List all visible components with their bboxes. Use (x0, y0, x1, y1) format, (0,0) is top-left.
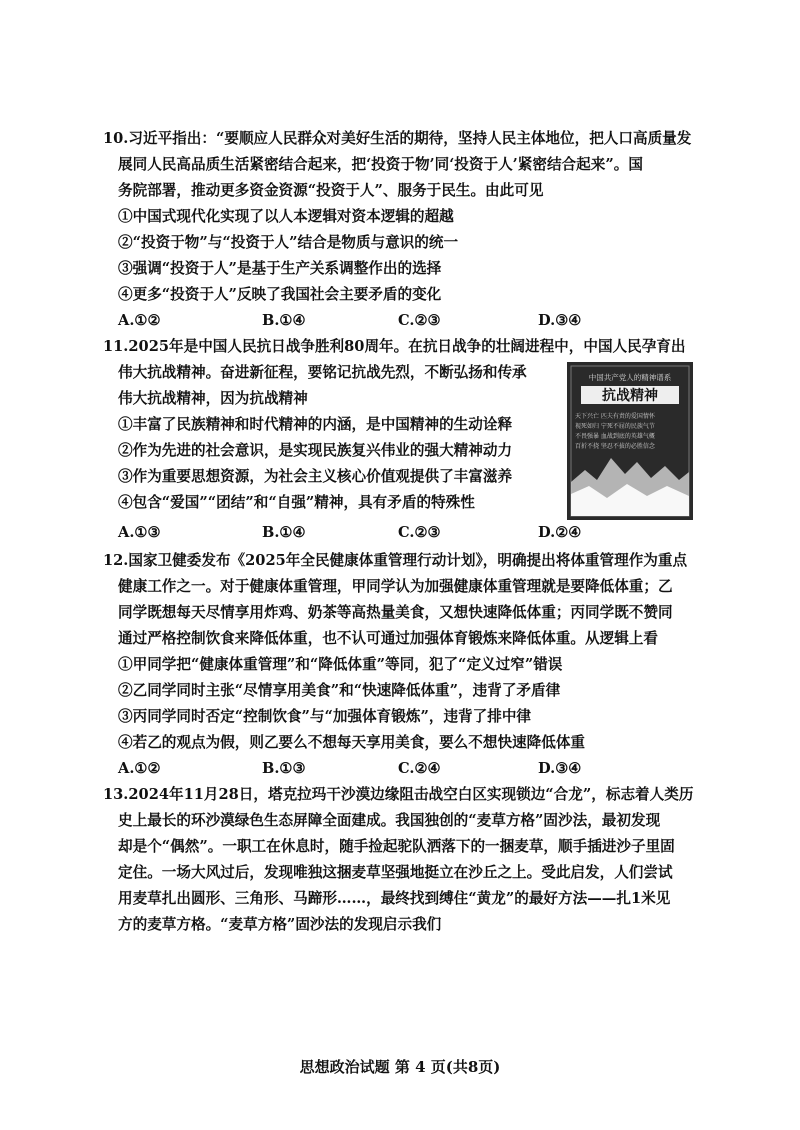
q13-line-5: 用麦草扎出圆形、三角形、马蹄形……，最终找到缚住“黄龙”的最好方法——扎1米见 (118, 890, 671, 907)
q12-statement-3: ③丙同学同时否定“控制饮食”与“加强体育锻炼”，违背了排中律 (118, 708, 532, 725)
q10-option-d[interactable]: D.③④ (538, 312, 582, 329)
q10-line-1: 10.习近平指出：“要顺应人民群众对美好生活的期待，坚持人民主体地位，把人口高质量发 (103, 130, 692, 147)
q13-line-2: 史上最长的环沙漠绿色生态屏障全面建成。我国独创的“麦草方格”固沙法，最初发现 (118, 812, 661, 829)
q12-option-c[interactable]: C.②④ (398, 760, 441, 777)
q12-line-2: 健康工作之一。对于健康体重管理，甲同学认为加强健康体重管理就是要降低体重；乙 (118, 578, 673, 595)
book-verse-1: 天下兴亡 匹夫有责的爱国情怀 (575, 413, 655, 420)
book-cover-image (567, 362, 693, 520)
q12-line-3: 同学既想每天尽情享用炸鸡、奶茶等高热量美食，又想快速降低体重；丙同学既不赞同 (118, 604, 673, 621)
q10-line-2: 展同人民高品质生活紧密结合起来，把‘投资于物’同‘投资于人’紧密结合起来”。国 (118, 156, 643, 173)
book-verse-2: 视死如归 宁死不屈的民族气节 (575, 423, 655, 430)
book-verse-4: 百折不挠 坚忍不拔的必胜信念 (575, 443, 655, 450)
q12-option-b[interactable]: B.①③ (262, 760, 306, 777)
q11-line-1: 11.2025年是中国人民抗日战争胜利80周年。在抗日战争的壮阔进程中，中国人民孕育出 (103, 338, 686, 355)
q10-statement-3: ③强调“投资于人”是基于生产关系调整作出的选择 (118, 260, 442, 277)
q10-option-a[interactable]: A.①② (118, 312, 161, 329)
q12-statement-4: ④若乙的观点为假，则乙要么不想每天享用美食，要么不想快速降低体重 (118, 734, 586, 751)
q10-statement-2: ②“投资于物”与“投资于人”结合是物质与意识的统一 (118, 234, 459, 251)
q10-statement-4: ④更多“投资于人”反映了我国社会主要矛盾的变化 (118, 286, 442, 303)
q11-option-b[interactable]: B.①④ (262, 524, 306, 541)
q12-line-1: 12.国家卫健委发布《2025年全民健康体重管理行动计划》，明确提出将体重管理作为重点 (103, 552, 688, 569)
page-footer: 思想政治试题 第 4 页(共8页) (299, 1058, 501, 1076)
q11-line-3: 伟大抗战精神，因为抗战精神 (118, 390, 308, 407)
q10-line-3: 务院部署，推动更多资金资源“投资于人”、服务于民生。由此可见 (118, 182, 544, 199)
q13-line-4: 定住。一场大风过后，发现唯独这捆麦草坚强地挺立在沙丘之上。受此启发，人们尝试 (118, 864, 673, 881)
q13-line-6: 方的麦草方格。“麦草方格”固沙法的发现启示我们 (118, 916, 442, 933)
q11-option-c[interactable]: C.②③ (398, 524, 441, 541)
q12-option-d[interactable]: D.③④ (538, 760, 582, 777)
q10-option-b[interactable]: B.①④ (262, 312, 306, 329)
q12-statement-1: ①甲同学把“健康体重管理”和“降低体重”等同，犯了“定义过窄”错误 (118, 656, 563, 673)
q11-statement-2: ②作为先进的社会意识，是实现民族复兴伟业的强大精神动力 (118, 442, 513, 459)
q11-statement-1: ①丰富了民族精神和时代精神的内涵，是中国精神的生动诠释 (118, 416, 513, 433)
q12-line-4: 通过严格控制饮食来降低体重，也不认可通过加强体育锻炼来降低体重。从逻辑上看 (118, 630, 658, 647)
q12-option-a[interactable]: A.①② (118, 760, 161, 777)
q10-option-c[interactable]: C.②③ (398, 312, 441, 329)
q10-statement-1: ①中国式现代化实现了以人本逻辑对资本逻辑的超越 (118, 208, 454, 225)
q11-statement-4: ④包含“爱国”“团结”和“自强”精神，具有矛盾的特殊性 (118, 494, 475, 511)
book-verse-3: 不畏强暴 血战到底的英雄气概 (575, 433, 655, 440)
book-cover-art (567, 362, 693, 520)
q11-statement-3: ③作为重要思想资源，为社会主义核心价值观提供了丰富滋养 (118, 468, 513, 485)
q12-statement-2: ②乙同学同时主张“尽情享用美食”和“快速降低体重”，违背了矛盾律 (118, 682, 561, 699)
book-title-small: 中国共产党人的精神谱系 (588, 373, 672, 382)
q11-option-a[interactable]: A.①③ (118, 524, 161, 541)
q11-option-d[interactable]: D.②④ (538, 524, 582, 541)
q13-line-3: 却是个“偶然”。一职工在休息时，随手捡起驼队洒落下的一捆麦草，顺手插进沙子里固 (118, 838, 675, 855)
q13-line-1: 13.2024年11月28日，塔克拉玛干沙漠边缘阻击战空白区实现锁边“合龙”，标志着人类历 (103, 786, 694, 803)
book-title-big: 抗战精神 (602, 388, 658, 404)
q11-line-2: 伟大抗战精神。奋进新征程，要铭记抗战先烈，不断弘扬和传承 (118, 364, 527, 381)
